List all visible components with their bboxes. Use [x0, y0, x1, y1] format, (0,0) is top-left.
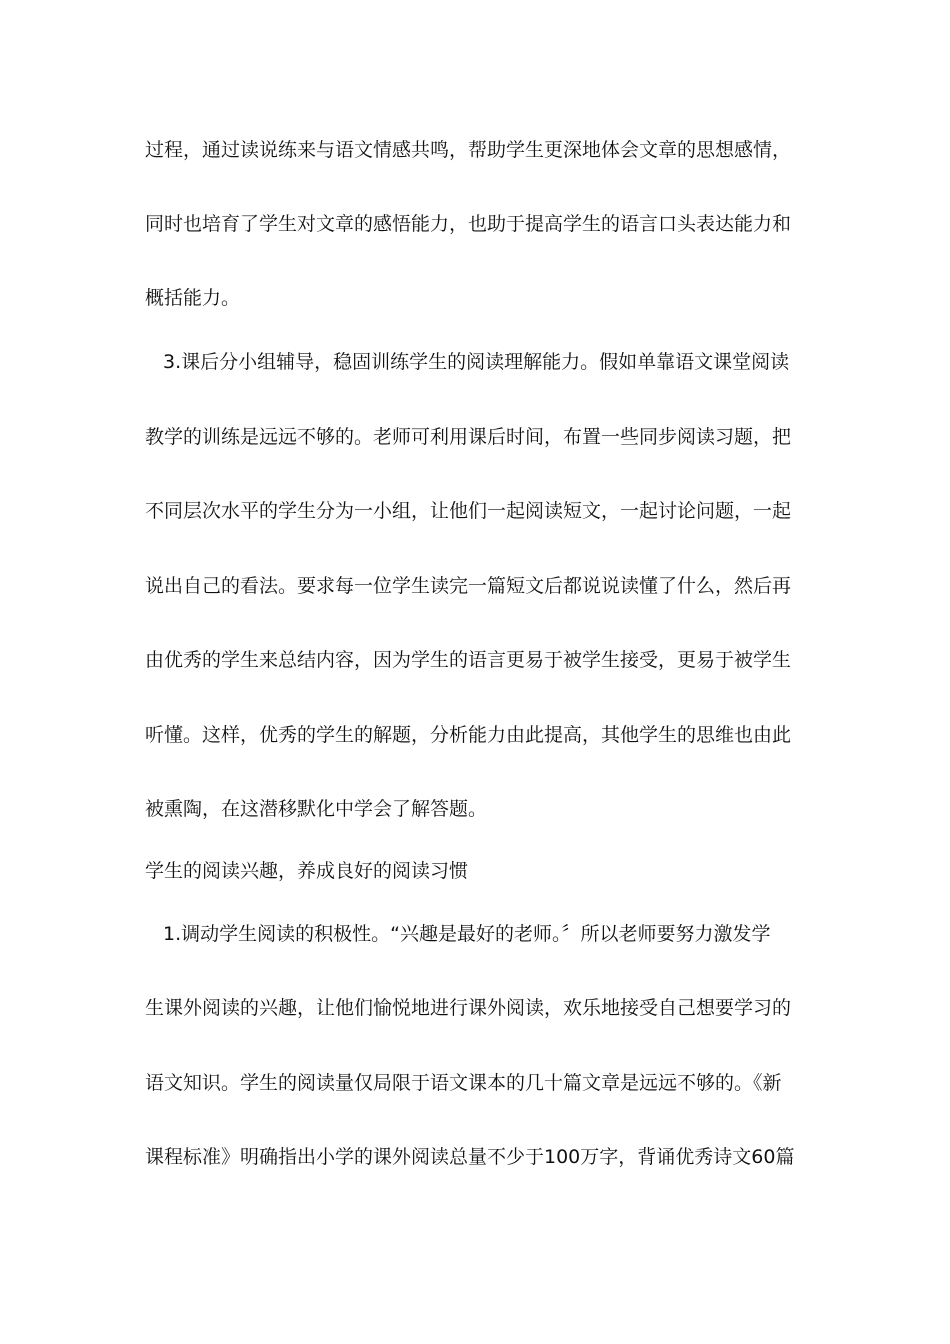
- paragraph-line: 语文知识。学生的阅读量仅局限于语文课本的几十篇文章是远远不够的。《新: [145, 1072, 782, 1094]
- paragraph-line: 被熏陶，在这潜移默化中学会了解答题。: [145, 798, 488, 820]
- paragraph-line: 1.调动学生阅读的积极性。“兴趣是最好的老师。〞所以老师要努力激发学: [163, 923, 771, 945]
- paragraph-line: 概括能力。: [145, 287, 241, 309]
- paragraph-line: 过程，通过读说练来与语文情感共鸣，帮助学生更深地体会文章的思想感情，: [145, 139, 792, 161]
- paragraph-line: 同时也培育了学生对文章的感悟能力，也助于提高学生的语言口头表达能力和: [145, 213, 792, 235]
- paragraph-line: 课程标准》明确指出小学的课外阅读总量不少于100万字，背诵优秀诗文60篇: [145, 1146, 795, 1168]
- section-heading: 学生的阅读兴趣，养成良好的阅读习惯: [145, 860, 469, 882]
- paragraph-line: 生课外阅读的兴趣，让他们愉悦地进行课外阅读，欢乐地接受自己想要学习的: [145, 997, 792, 1019]
- paragraph-line: 3.课后分小组辅导，稳固训练学生的阅读理解能力。假如单靠语文课堂阅读: [163, 351, 790, 373]
- paragraph-line: 不同层次水平的学生分为一小组，让他们一起阅读短文，一起讨论问题，一起: [145, 500, 792, 522]
- paragraph-line: 教学的训练是远远不够的。老师可利用课后时间，布置一些同步阅读习题，把: [145, 426, 792, 448]
- paragraph-line: 由优秀的学生来总结内容，因为学生的语言更易于被学生接受，更易于被学生: [145, 649, 792, 671]
- paragraph-line: 听懂。这样，优秀的学生的解题，分析能力由此提高，其他学生的思维也由此: [145, 724, 792, 746]
- paragraph-line: 说出自己的看法。要求每一位学生读完一篇短文后都说说读懂了什么，然后再: [145, 575, 792, 597]
